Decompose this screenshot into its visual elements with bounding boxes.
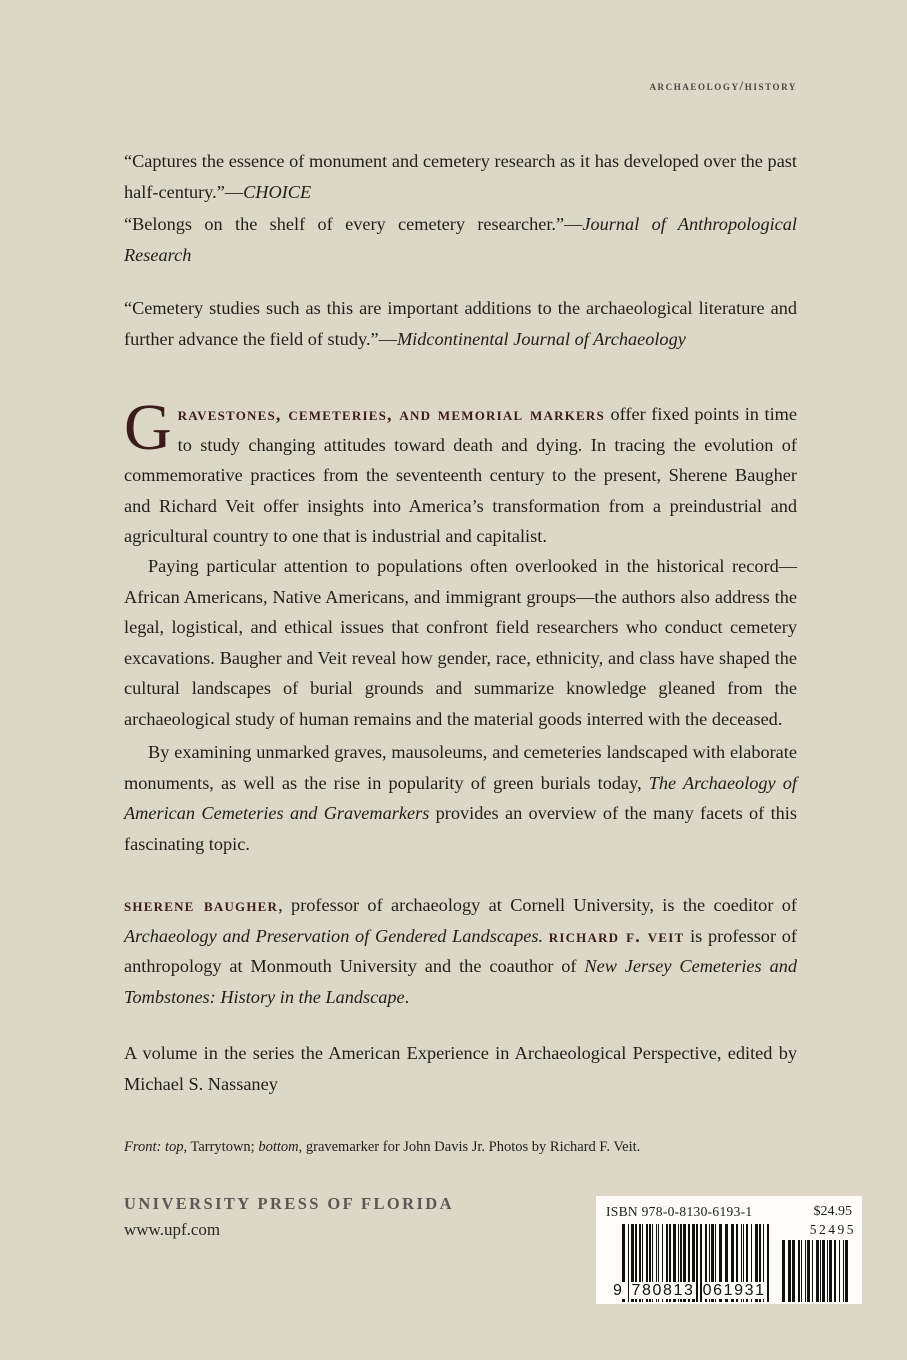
barcode-bar: [816, 1240, 819, 1302]
description-paragraph-2: Paying particular attention to populations often overlooked in the historical record—African Americans, Native Americans, and immigrant groups—the authors also address the legal, logistical, and ethical issues that confront field researchers who conduct cemetery excavations. Baugher and Veit reveal how gender, race, ethnicity, and class have shaped the cultural landscapes of burial grounds and summarize knowledge gleaned from the archaeological study of human remains and the material goods interred with the deceased.: [124, 556, 797, 729]
price-barcode: [782, 1240, 852, 1302]
description-paragraph-1: [124, 391, 797, 552]
barcode-digit-group: 061931: [702, 1282, 766, 1299]
blurb-source: CHOICE: [243, 181, 312, 202]
barcode-bar: [805, 1240, 806, 1302]
bio-text: , professor of archaeology at Cornell University, is the coeditor of: [278, 895, 797, 915]
price-label: $24.95: [813, 1204, 852, 1219]
series-note: A volume in the series the American Experience in Archaeological Perspective, edited by Michael S. Nassaney: [124, 1043, 797, 1094]
barcode-bar: [822, 1240, 825, 1302]
barcode-digits: [612, 1282, 767, 1300]
book-title: Archaeology and Preservation of Gendered Landscapes.: [124, 925, 544, 946]
barcode-digit-first: 9: [613, 1282, 624, 1299]
paragraph-text: provides an overview of the many facets of this fascinating topic.: [124, 803, 797, 854]
blurb-choice: [124, 146, 797, 207]
blurb-quote: “Captures the essence of monument and cemetery research as it has developed over the past half-century.”—: [124, 151, 797, 202]
barcode-bar: [812, 1240, 813, 1302]
paragraph-text: offer fixed points in time to study changing attitudes toward death and dying. In tracing the evolution of commemorative practices from the seventeenth century to the present, Sherene Baugher and Richard Veit offer insights into America’s transformation from a preindustrial and agricultural country to one that is industrial and capitalist.: [124, 404, 797, 546]
barcode-bar: [845, 1240, 848, 1302]
blurb-midcontinental: [124, 293, 797, 354]
price-code: 52495: [809, 1222, 856, 1237]
book-title: New Jersey Cemeteries and Tombstones: History in the Landscape: [124, 956, 797, 1007]
barcode-bar: [782, 1240, 785, 1302]
publisher-name: UNIVERSITY PRESS OF FLORIDA: [124, 1194, 454, 1213]
credit-text: , gravemarker for John Davis Jr. Photos by Richard F. Veit.: [298, 1139, 641, 1155]
barcode-bar: [792, 1240, 795, 1302]
blurb-journal-anthropological: [124, 209, 797, 270]
bio-text: is professor of anthropology at Monmouth University and the coauthor of: [124, 925, 797, 976]
barcode-bar: [788, 1240, 791, 1302]
barcode-digit-group: 780813: [631, 1282, 695, 1299]
credit-position: top: [164, 1139, 184, 1155]
book-title: The Archaeology of American Cemeteries and Gravemarkers: [124, 772, 797, 823]
barcode-bar: [807, 1240, 810, 1302]
blurb-quote: “Belongs on the shelf of every cemetery researcher.”—: [124, 214, 583, 234]
barcode-bar: [820, 1240, 821, 1302]
author-name: sherene baugher: [124, 895, 279, 915]
description-paragraph-3: [124, 737, 797, 859]
author-name: richard f. veit: [548, 925, 685, 946]
barcode-bar: [843, 1240, 844, 1302]
barcode-bar: [801, 1240, 802, 1302]
photo-credit: [124, 1136, 797, 1158]
drop-cap: G: [124, 391, 172, 464]
blurb-quote: “Cemetery studies such as this are important additions to the archaeological literature and further advance the field of study.”—: [124, 298, 797, 349]
barcode-bar: [827, 1240, 828, 1302]
blurb-source: Journal of Anthropological Research: [124, 214, 797, 265]
barcode-bar: [767, 1224, 769, 1302]
credit-position: bottom: [258, 1139, 299, 1155]
publisher-url: www.upf.com: [124, 1220, 221, 1239]
barcode-bar: [839, 1240, 840, 1302]
barcode-bar: [829, 1240, 832, 1302]
category-label: archaeology/history: [649, 78, 797, 93]
barcode-bar: [834, 1240, 836, 1302]
lead-smallcaps: ravestones, cemeteries, and memorial markers: [177, 404, 605, 424]
credit-label: Front:: [124, 1139, 162, 1155]
paragraph-text: By examining unmarked graves, mausoleums, and cemeteries landscaped with elaborate monuments, as well as the rise in popularity of green burials today,: [124, 742, 797, 793]
author-bio: [124, 890, 797, 1012]
barcode-bar: [798, 1240, 800, 1302]
blurb-source: Midcontinental Journal of Archaeology: [396, 328, 686, 349]
isbn-label: ISBN 978-0-8130-6193-1: [606, 1204, 753, 1219]
bio-text: .: [404, 986, 410, 1007]
credit-text: , Tarrytown;: [183, 1139, 259, 1155]
